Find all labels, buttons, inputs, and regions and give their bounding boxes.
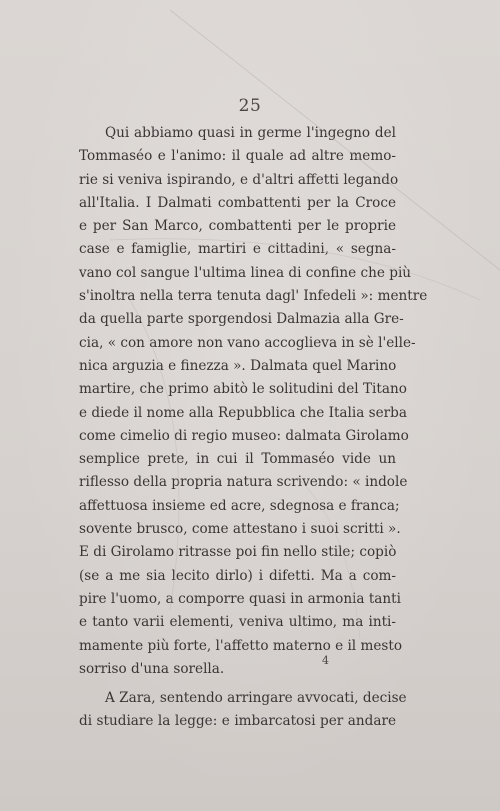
text-line: e diede il nome alla Repubblica che Italia serba [79, 404, 407, 421]
text-line: Tommaséo e l'animo: il quale ad altre memo- [79, 148, 396, 165]
text-line: martire, che primo abitò le solitudini del Titano [79, 381, 407, 398]
text-line: sorriso d'una sorella. [79, 660, 225, 677]
text-line: da quella parte sporgendosi Dalmazia alla Gre- [79, 311, 404, 328]
text-line: case e famiglie, martiri e cittadini, « segna- [79, 241, 396, 258]
text-line: semplice prete, in cui il Tommaséo vide un [79, 451, 396, 468]
text-line: (se a me sia lecito dirlo) i difetti. Ma a com- [79, 567, 396, 584]
text-line: E di Girolamo ritrasse poi fin nello stile; copiò [79, 544, 397, 561]
text-line: di studiare la legge: e imbarcatosi per andare [79, 713, 396, 730]
body-text [79, 122, 428, 734]
text-line: rie si veniva ispirando, e d'altri affetti legando [79, 171, 399, 188]
text-line: vano col sangue l'ultima linea di confine che più [79, 264, 412, 281]
text-line: come cimelio di regio museo: dalmata Girolamo [79, 427, 409, 444]
text-line: Qui abbiamo quasi in germe l'ingegno del [105, 125, 396, 141]
text-line: A Zara, sentendo arringare avvocati, decise [105, 690, 407, 707]
text-line: affettuosa insieme ed acre, sdegnosa e franca; [79, 497, 400, 514]
text-line: e per San Marco, combattenti per le proprie [79, 218, 396, 235]
text-line: pire l'uomo, a comporre quasi in armonia tanti [79, 590, 401, 607]
text-line: s'inoltra nella terra tenuta dagl' Infedeli »: mentre [79, 288, 428, 305]
page-number: 25 [238, 96, 262, 116]
text-line: cia, « con amore non vano accoglieva in sè l'elle- [79, 334, 416, 351]
text-line: sovente brusco, come attestano i suoi scritti ». [79, 521, 401, 538]
text-line: all'Italia. I Dalmati combattenti per la Croce [79, 194, 396, 211]
text-line: mamente più forte, l'affetto materno e il mesto [79, 637, 403, 654]
text-line: riflesso della propria natura scrivendo: « indole [79, 474, 408, 491]
signature-mark: 4 [322, 654, 329, 667]
text-line: nica arguzia e finezza ». Dalmata quel Marino [79, 357, 397, 374]
text-line: e tanto varii elementi, veniva ultimo, ma inti- [79, 614, 396, 631]
